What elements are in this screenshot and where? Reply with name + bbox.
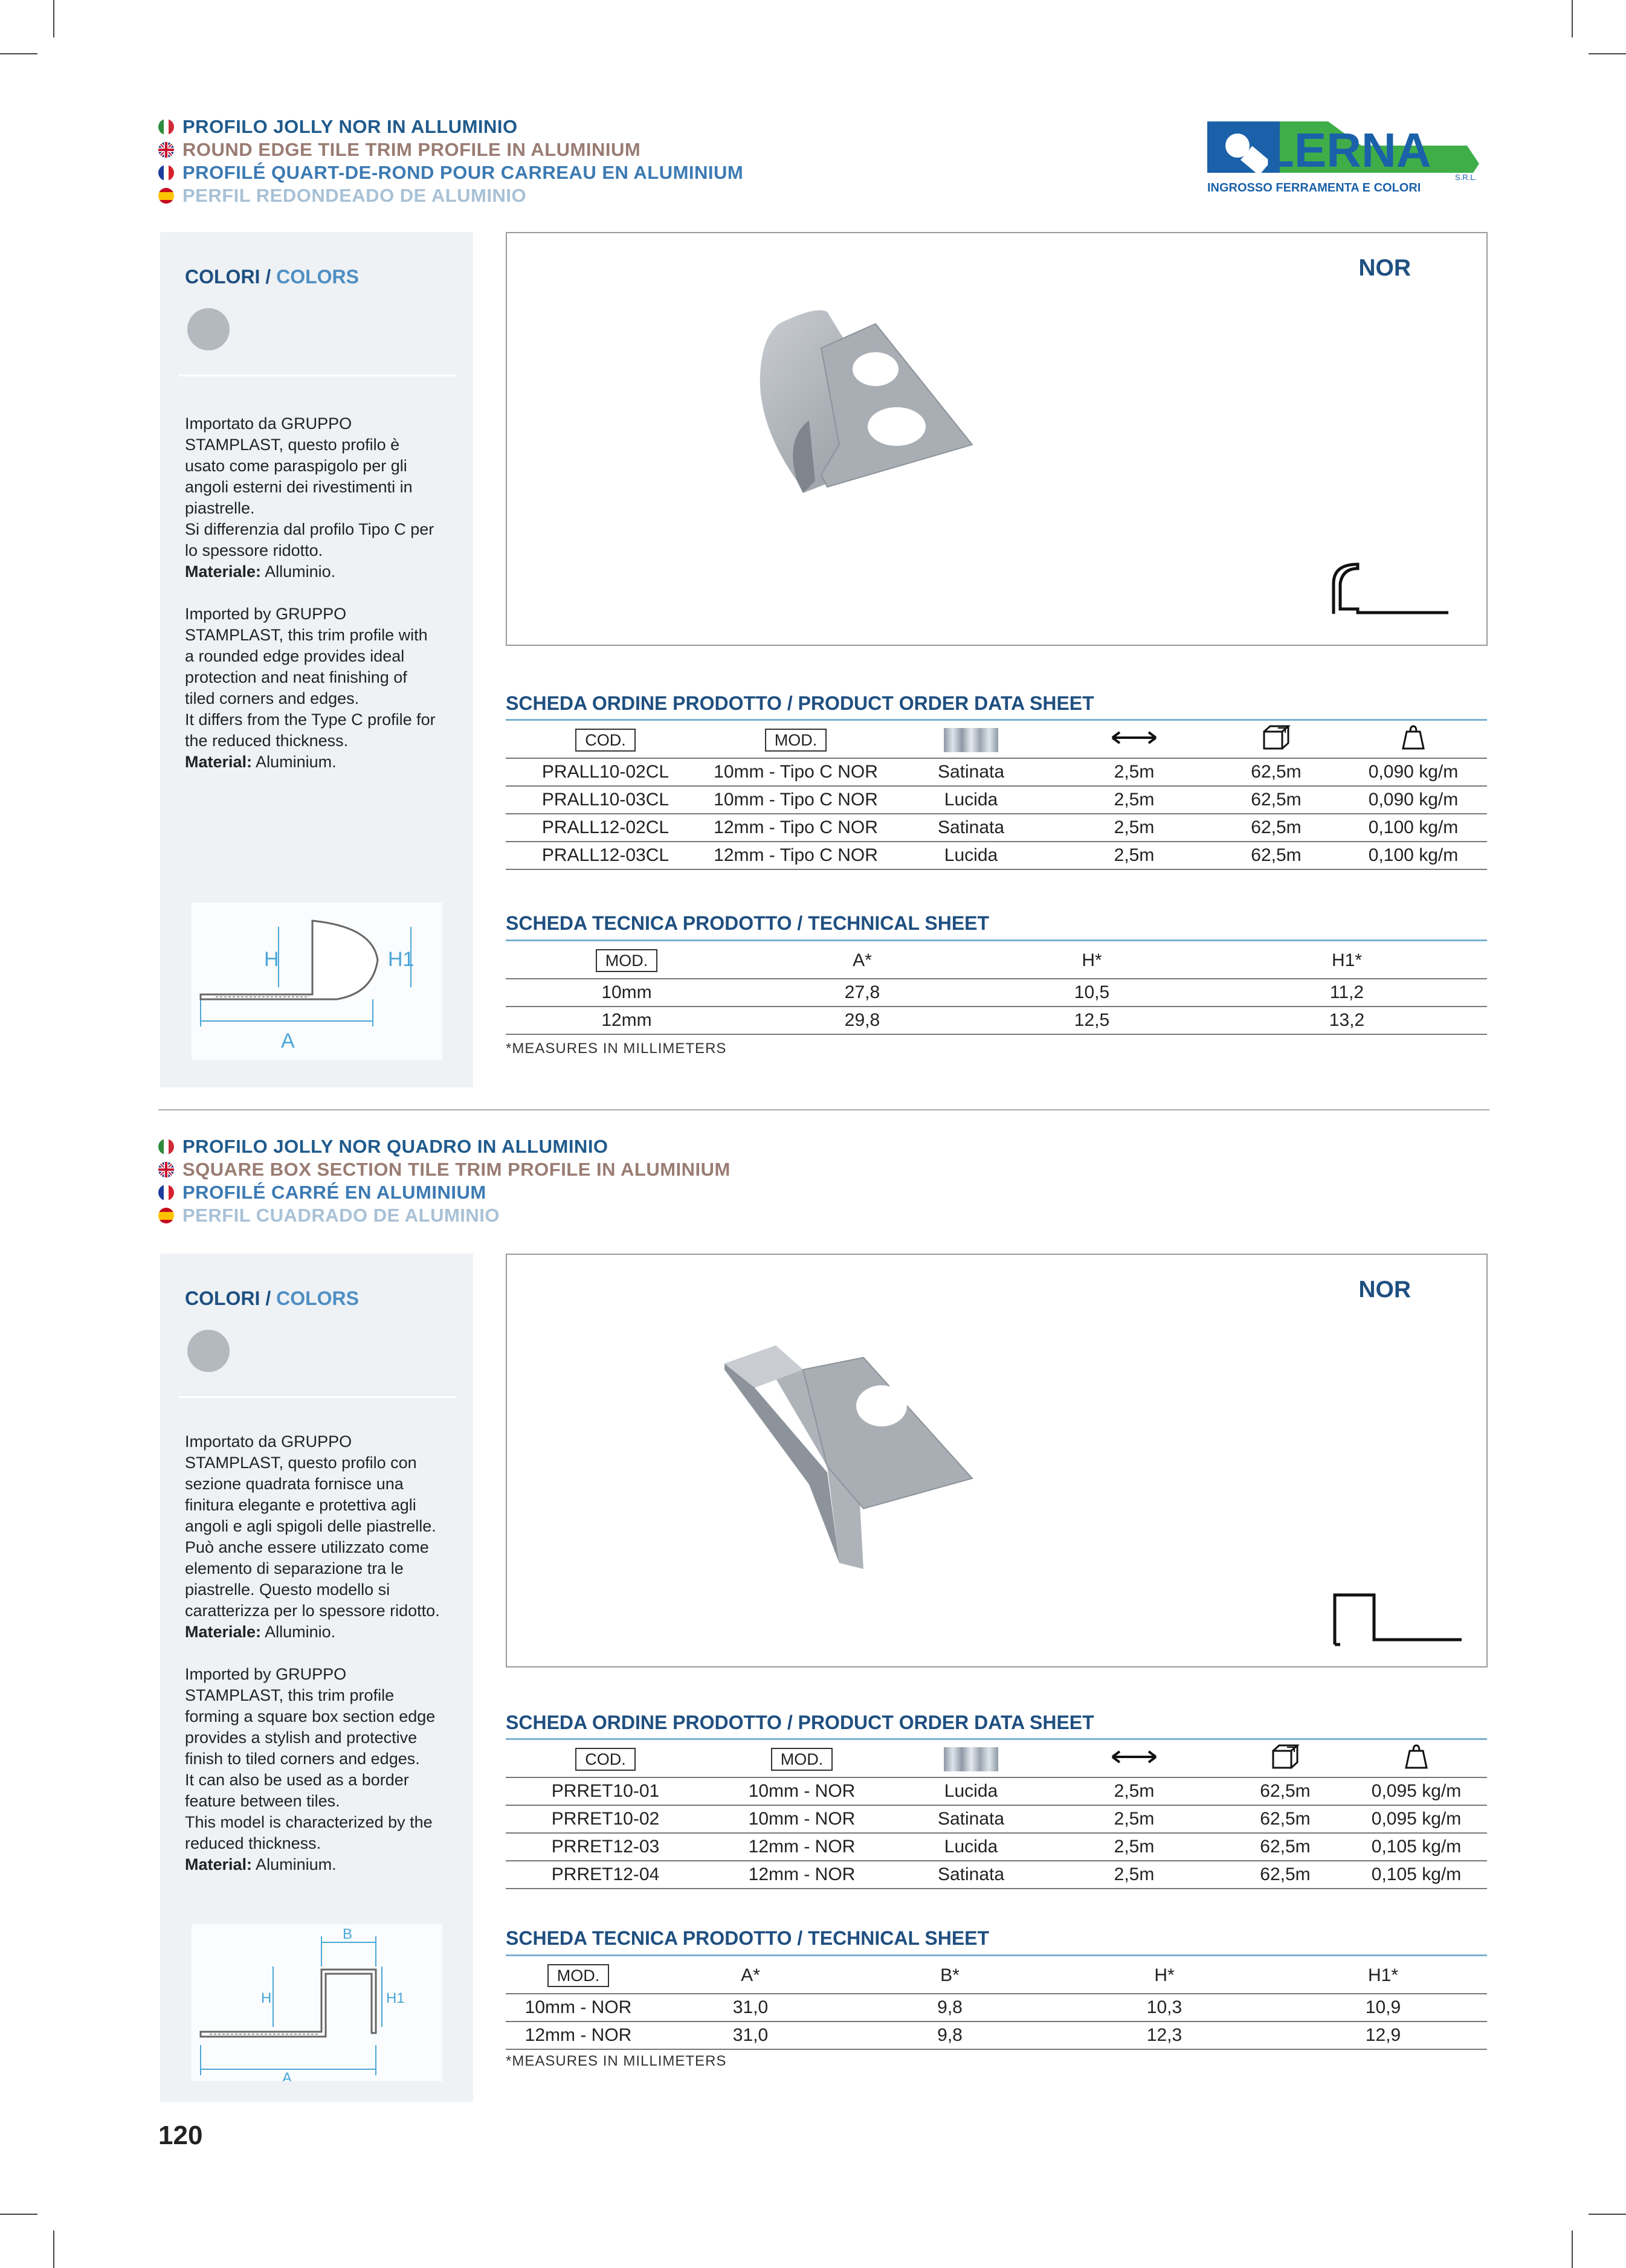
description-en bbox=[185, 604, 457, 773]
description-line: This model is characterized by the bbox=[185, 1813, 433, 1831]
description-line: STAMPLAST, this trim profile with bbox=[185, 626, 428, 644]
table-header-cell: H* bbox=[977, 943, 1207, 979]
description-line: forming a square box section edge bbox=[185, 1707, 436, 1725]
table-row bbox=[506, 1994, 1487, 2022]
crop-mark bbox=[0, 53, 37, 54]
crop-mark bbox=[53, 2231, 54, 2268]
svg-text:A: A bbox=[281, 1029, 295, 1052]
table-cell: 0,090 kg/m bbox=[1340, 758, 1487, 786]
description-line: It differs from the Type C profile for bbox=[185, 710, 436, 729]
svg-text:H: H bbox=[261, 1990, 272, 2006]
order-table bbox=[506, 723, 1487, 870]
description-line: lo spessore ridotto. bbox=[185, 541, 323, 559]
page-number: 120 bbox=[158, 2121, 203, 2150]
color-swatch-aluminium bbox=[187, 1330, 230, 1372]
section-divider bbox=[158, 1109, 1489, 1110]
product-2-titles bbox=[158, 1135, 731, 1227]
table-cell: PRRET10-02 bbox=[506, 1805, 705, 1833]
table-cell: PRALL10-02CL bbox=[506, 758, 705, 786]
spain-flag-icon bbox=[158, 1208, 174, 1223]
table-header-cell bbox=[506, 1958, 651, 1994]
product-description bbox=[185, 413, 457, 794]
table-cell: 2,5m bbox=[1056, 814, 1213, 842]
material-value: Alluminio. bbox=[261, 1623, 336, 1641]
description-it bbox=[185, 413, 457, 582]
title-it: PROFILO JOLLY NOR QUADRO IN ALLUMINIO bbox=[158, 1135, 731, 1158]
logo-tagline: INGROSSO FERRAMENTA E COLORI bbox=[1207, 181, 1421, 195]
table-cell: 12,5 bbox=[977, 1007, 1207, 1034]
title-fr: PROFILÉ CARRÉ EN ALUMINIUM bbox=[158, 1181, 731, 1204]
table-row bbox=[506, 786, 1487, 814]
logo-name: LERNA bbox=[1265, 123, 1431, 177]
table-row bbox=[506, 1833, 1487, 1861]
package-box-icon bbox=[1225, 1742, 1346, 1777]
divider bbox=[178, 375, 456, 376]
product-render-square-profile bbox=[718, 1333, 990, 1575]
profile-dimension-diagram bbox=[192, 1924, 442, 2081]
table-cell: 2,5m bbox=[1056, 842, 1213, 869]
italy-flag-icon bbox=[158, 119, 174, 135]
svg-text:H: H bbox=[264, 948, 279, 971]
crop-mark bbox=[1572, 2231, 1573, 2268]
col-code-header: COD. bbox=[506, 723, 705, 758]
table-cell: PRRET12-03 bbox=[506, 1833, 705, 1861]
table-cell: 12mm - Tipo C NOR bbox=[705, 814, 886, 842]
table-row bbox=[506, 814, 1487, 842]
crop-mark bbox=[1589, 2214, 1626, 2215]
description-line: Imported by GRUPPO bbox=[185, 1665, 347, 1683]
technical-sheet-title: SCHEDA TECNICA PRODOTTO / TECHNICAL SHEET bbox=[506, 912, 990, 934]
material-label: Material: bbox=[185, 753, 253, 771]
table-cell: 31,0 bbox=[651, 2022, 850, 2049]
table-cell: 2,5m bbox=[1056, 758, 1213, 786]
table-cell: PRALL10-03CL bbox=[506, 786, 705, 814]
mod-label: MOD. bbox=[596, 949, 658, 972]
description-line: elemento di separazione tra le bbox=[185, 1559, 404, 1577]
crop-mark bbox=[1589, 53, 1626, 54]
crop-mark bbox=[1572, 0, 1573, 37]
uk-flag-icon bbox=[158, 1162, 174, 1177]
table-header-row bbox=[506, 1958, 1487, 1994]
table-cell: 2,5m bbox=[1044, 1833, 1225, 1861]
table-cell: 0,095 kg/m bbox=[1346, 1777, 1487, 1805]
table-cell: 12mm bbox=[506, 1007, 747, 1034]
table-cell: 27,8 bbox=[747, 979, 977, 1007]
description-line: reduced thickness. bbox=[185, 1834, 321, 1852]
table-cell: 12,3 bbox=[1050, 2022, 1279, 2049]
table-header-cell: H1* bbox=[1207, 943, 1487, 979]
table-row bbox=[506, 1007, 1487, 1034]
title-es: PERFIL CUADRADO DE ALUMINIO bbox=[158, 1204, 731, 1227]
table-row bbox=[506, 842, 1487, 869]
table-cell: 9,8 bbox=[850, 1994, 1050, 2022]
description-line: Può anche essere utilizzato come bbox=[185, 1538, 429, 1556]
table-cell: 62,5m bbox=[1213, 758, 1340, 786]
material-value: Aluminium. bbox=[252, 1855, 337, 1873]
description-line: Si differenzia dal profilo Tipo C per bbox=[185, 520, 434, 538]
svg-text:H1: H1 bbox=[386, 1990, 405, 2006]
table-cell: Satinata bbox=[898, 1805, 1044, 1833]
description-line: the reduced thickness. bbox=[185, 732, 349, 750]
description-line: tiled corners and edges. bbox=[185, 689, 360, 707]
brand-logo bbox=[1207, 118, 1485, 197]
table-row bbox=[506, 1805, 1487, 1833]
svg-text:B: B bbox=[343, 1926, 353, 1942]
nor-badge: NOR bbox=[1358, 255, 1411, 281]
italy-flag-icon bbox=[158, 1139, 174, 1155]
table-cell: 12,9 bbox=[1279, 2022, 1487, 2049]
description-line: Imported by GRUPPO bbox=[185, 605, 347, 623]
measure-note: *MEASURES IN MILLIMETERS bbox=[506, 1040, 727, 1057]
france-flag-icon bbox=[158, 1185, 174, 1200]
order-sheet-title: SCHEDA ORDINE PRODOTTO / PRODUCT ORDER DATA SHEET bbox=[506, 692, 1094, 714]
description-line: caratterizza per lo spessore ridotto. bbox=[185, 1602, 440, 1620]
table-cell: 31,0 bbox=[651, 1994, 850, 2022]
square-profile-section-icon bbox=[1332, 1590, 1465, 1651]
table-cell: Lucida bbox=[886, 842, 1056, 869]
table-header-cell bbox=[506, 943, 747, 979]
product-1-sidebar bbox=[160, 232, 473, 1087]
mod-label: MOD. bbox=[547, 1964, 610, 1987]
table-header-row bbox=[506, 943, 1487, 979]
title-en: ROUND EDGE TILE TRIM PROFILE IN ALUMINIUM bbox=[158, 138, 743, 161]
table-cell: 2,5m bbox=[1044, 1805, 1225, 1833]
table-cell: 12mm - NOR bbox=[506, 2022, 651, 2049]
technical-sheet-title: SCHEDA TECNICA PRODOTTO / TECHNICAL SHEET bbox=[506, 1927, 990, 1949]
description-line: a rounded edge provides ideal bbox=[185, 647, 405, 665]
description-line: It can also be used as a border bbox=[185, 1771, 409, 1789]
title-fr: PROFILÉ QUART-DE-ROND POUR CARREAU EN ALUMINIUM bbox=[158, 161, 743, 184]
spain-flag-icon bbox=[158, 188, 174, 204]
table-cell: 0,105 kg/m bbox=[1346, 1833, 1487, 1861]
table-header-cell: A* bbox=[747, 943, 977, 979]
divider bbox=[178, 1396, 456, 1398]
table-cell: Satinata bbox=[898, 1861, 1044, 1889]
section-rule bbox=[506, 939, 1487, 941]
colors-heading: COLORI / COLORS bbox=[185, 266, 359, 288]
description-line: STAMPLAST, this trim profile bbox=[185, 1686, 395, 1704]
description-line: provides a stylish and protective bbox=[185, 1728, 418, 1747]
description-line: protection and neat finishing of bbox=[185, 668, 407, 686]
table-cell: 2,5m bbox=[1044, 1777, 1225, 1805]
package-box-icon bbox=[1213, 723, 1340, 758]
description-line: angoli esterni dei rivestimenti in bbox=[185, 478, 413, 496]
product-1-image-frame bbox=[506, 232, 1488, 646]
description-line: Importato da GRUPPO bbox=[185, 414, 352, 433]
table-header-cell: A* bbox=[651, 1958, 850, 1994]
product-1-titles bbox=[158, 115, 743, 207]
table-cell: 10mm - Tipo C NOR bbox=[705, 786, 886, 814]
length-arrow-icon bbox=[1056, 723, 1213, 758]
description-line: STAMPLAST, questo profilo con bbox=[185, 1454, 417, 1472]
material-value: Alluminio. bbox=[261, 562, 336, 581]
table-row bbox=[506, 758, 1487, 786]
title-en: SQUARE BOX SECTION TILE TRIM PROFILE IN ALUMINIUM bbox=[158, 1158, 731, 1181]
product-description bbox=[185, 1431, 457, 1896]
col-model-header: MOD. bbox=[705, 723, 886, 758]
table-cell: Satinata bbox=[886, 758, 1056, 786]
material-label: Material: bbox=[185, 1855, 253, 1873]
weight-icon bbox=[1340, 723, 1487, 758]
table-cell: 62,5m bbox=[1213, 814, 1340, 842]
table-row bbox=[506, 1777, 1487, 1805]
table-cell: 0,095 kg/m bbox=[1346, 1805, 1487, 1833]
table-cell: 9,8 bbox=[850, 2022, 1050, 2049]
table-cell: 29,8 bbox=[747, 1007, 977, 1034]
table-row bbox=[506, 2022, 1487, 2049]
product-render-round-profile bbox=[731, 300, 984, 541]
crop-mark bbox=[53, 0, 54, 37]
description-line: piastrelle. bbox=[185, 499, 255, 517]
svg-text:A: A bbox=[282, 2070, 292, 2081]
table-row bbox=[506, 1861, 1487, 1889]
table-cell: 2,5m bbox=[1056, 786, 1213, 814]
order-sheet-title: SCHEDA ORDINE PRODOTTO / PRODUCT ORDER DATA SHEET bbox=[506, 1712, 1094, 1733]
description-line: Importato da GRUPPO bbox=[185, 1432, 352, 1451]
description-line: STAMPLAST, questo profilo è bbox=[185, 436, 400, 454]
table-cell: 62,5m bbox=[1213, 842, 1340, 869]
table-cell: 10mm - Tipo C NOR bbox=[705, 758, 886, 786]
table-cell: 10mm - NOR bbox=[506, 1994, 651, 2022]
material-label: Materiale: bbox=[185, 1623, 262, 1641]
table-cell: Lucida bbox=[898, 1833, 1044, 1861]
table-cell: 10,3 bbox=[1050, 1994, 1279, 2022]
table-cell: 0,100 kg/m bbox=[1340, 814, 1487, 842]
description-line: usato come paraspigolo per gli bbox=[185, 457, 407, 475]
table-cell: 0,100 kg/m bbox=[1340, 842, 1487, 869]
table-cell: 62,5m bbox=[1225, 1777, 1346, 1805]
col-model-header: MOD. bbox=[705, 1742, 898, 1777]
weight-icon bbox=[1346, 1742, 1487, 1777]
technical-table bbox=[506, 1958, 1487, 2050]
table-cell: 10,5 bbox=[977, 979, 1207, 1007]
description-line: sezione quadrata fornisce una bbox=[185, 1475, 404, 1493]
table-cell: 62,5m bbox=[1225, 1861, 1346, 1889]
table-cell: 10mm - NOR bbox=[705, 1777, 898, 1805]
title-it: PROFILO JOLLY NOR IN ALLUMINIO bbox=[158, 115, 743, 138]
table-cell: 13,2 bbox=[1207, 1007, 1487, 1034]
svg-text:H1: H1 bbox=[388, 948, 415, 971]
uk-flag-icon bbox=[158, 142, 174, 158]
table-cell: 0,105 kg/m bbox=[1346, 1861, 1487, 1889]
description-line: angoli e agli spigoli delle piastrelle. bbox=[185, 1517, 436, 1535]
title-es: PERFIL REDONDEADO DE ALUMINIO bbox=[158, 184, 743, 207]
table-cell: 62,5m bbox=[1225, 1805, 1346, 1833]
profile-dimension-diagram bbox=[192, 903, 442, 1060]
length-arrow-icon bbox=[1044, 1742, 1225, 1777]
table-cell: 10mm bbox=[506, 979, 747, 1007]
description-it bbox=[185, 1431, 457, 1643]
table-cell: PRRET12-04 bbox=[506, 1861, 705, 1889]
table-cell: 0,090 kg/m bbox=[1340, 786, 1487, 814]
section-rule bbox=[506, 1954, 1487, 1956]
table-header-cell: H* bbox=[1050, 1958, 1279, 1994]
description-en bbox=[185, 1664, 457, 1875]
description-line: finitura elegante e protettiva agli bbox=[185, 1496, 416, 1514]
table-cell: 11,2 bbox=[1207, 979, 1487, 1007]
description-line: piastrelle. Questo modello si bbox=[185, 1580, 390, 1599]
table-cell: 62,5m bbox=[1213, 786, 1340, 814]
material-value: Aluminium. bbox=[252, 753, 337, 771]
table-cell: Satinata bbox=[886, 814, 1056, 842]
table-cell: 2,5m bbox=[1044, 1861, 1225, 1889]
crop-mark bbox=[0, 2214, 37, 2215]
colors-heading: COLORI / COLORS bbox=[185, 1287, 359, 1309]
table-cell: 62,5m bbox=[1225, 1833, 1346, 1861]
table-header-cell: H1* bbox=[1279, 1958, 1487, 1994]
product-2-sidebar bbox=[160, 1254, 473, 2102]
table-cell: 12mm - NOR bbox=[705, 1861, 898, 1889]
section-rule bbox=[506, 719, 1487, 721]
table-cell: Lucida bbox=[898, 1777, 1044, 1805]
order-table bbox=[506, 1742, 1487, 1889]
section-rule bbox=[506, 1738, 1487, 1740]
color-swatch-aluminium bbox=[187, 308, 230, 350]
description-line: feature between tiles. bbox=[185, 1792, 340, 1810]
measure-note: *MEASURES IN MILLIMETERS bbox=[506, 2053, 727, 2069]
svg-text:S.R.L.: S.R.L. bbox=[1455, 173, 1477, 182]
nor-badge: NOR bbox=[1358, 1277, 1411, 1303]
france-flag-icon bbox=[158, 165, 174, 181]
product-2-image-frame bbox=[506, 1254, 1488, 1667]
description-line: finish to tiled corners and edges. bbox=[185, 1750, 420, 1768]
finish-swatch-icon bbox=[898, 1742, 1044, 1777]
table-cell: PRALL12-02CL bbox=[506, 814, 705, 842]
table-cell: 12mm - Tipo C NOR bbox=[705, 842, 886, 869]
round-profile-section-icon bbox=[1331, 559, 1451, 620]
table-cell: 12mm - NOR bbox=[705, 1833, 898, 1861]
material-label: Materiale: bbox=[185, 562, 262, 581]
table-row bbox=[506, 979, 1487, 1007]
table-cell: 10mm - NOR bbox=[705, 1805, 898, 1833]
table-header-cell: B* bbox=[850, 1958, 1050, 1994]
col-code-header: COD. bbox=[506, 1742, 705, 1777]
finish-swatch-icon bbox=[886, 723, 1056, 758]
technical-table bbox=[506, 943, 1487, 1035]
table-cell: PRALL12-03CL bbox=[506, 842, 705, 869]
table-cell: PRRET10-01 bbox=[506, 1777, 705, 1805]
table-cell: 10,9 bbox=[1279, 1994, 1487, 2022]
table-cell: Lucida bbox=[886, 786, 1056, 814]
